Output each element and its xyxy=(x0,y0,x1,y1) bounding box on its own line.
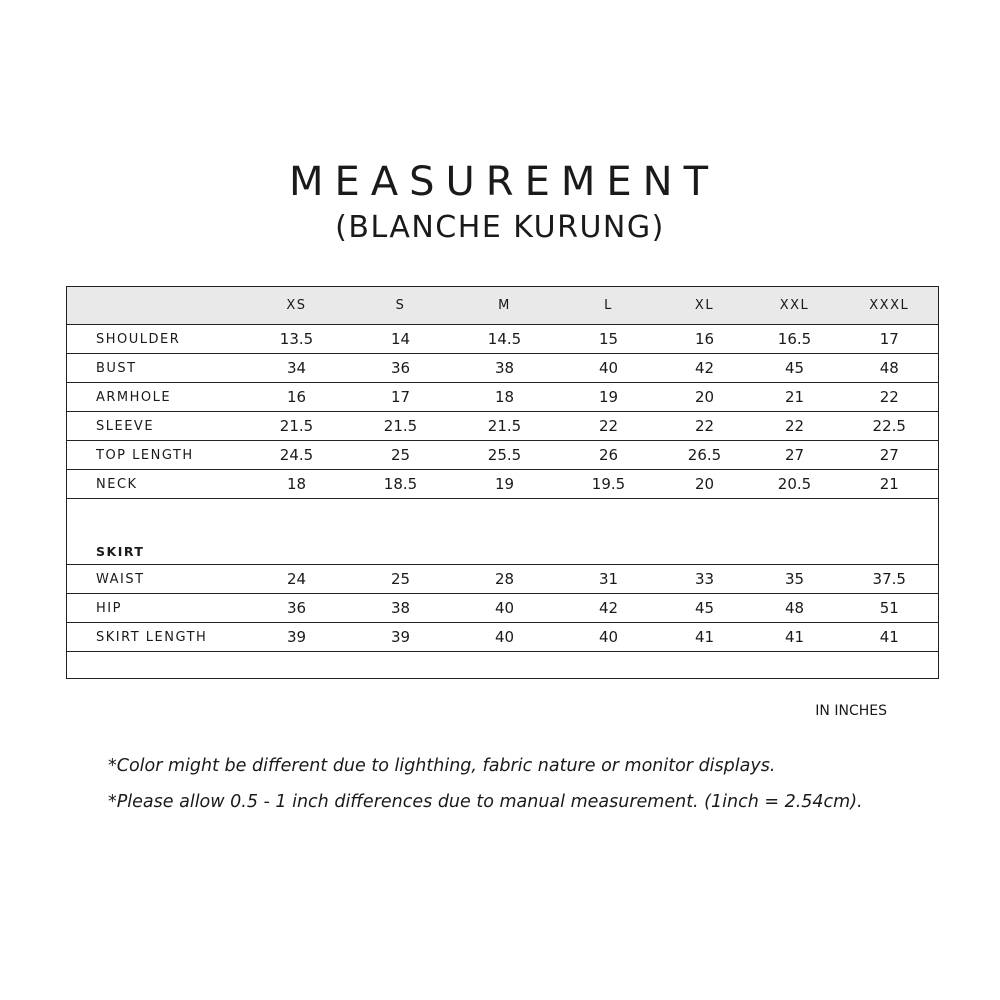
skirt-section-row xyxy=(67,499,939,565)
row-label: NECK xyxy=(67,470,245,499)
size-header: M xyxy=(453,287,557,325)
table-row xyxy=(67,412,939,441)
table-cell: 40 xyxy=(557,354,661,383)
table-cell: 41 xyxy=(749,623,841,652)
table-cell: 42 xyxy=(661,354,749,383)
table-cell: 37.5 xyxy=(841,565,939,594)
table-cell: 14 xyxy=(349,325,453,354)
size-chart-table xyxy=(66,286,939,679)
table-cell: 22 xyxy=(749,412,841,441)
table-cell: 20.5 xyxy=(749,470,841,499)
empty-cell xyxy=(453,499,557,565)
table-cell: 20 xyxy=(661,383,749,412)
header-blank-cell xyxy=(67,287,245,325)
table-row xyxy=(67,441,939,470)
table-cell: 16.5 xyxy=(749,325,841,354)
empty-cell xyxy=(67,652,245,679)
size-header: XXXL xyxy=(841,287,939,325)
table-cell: 38 xyxy=(349,594,453,623)
table-cell: 40 xyxy=(453,623,557,652)
table-cell: 18 xyxy=(245,470,349,499)
table-row xyxy=(67,470,939,499)
table-cell: 25 xyxy=(349,441,453,470)
table-cell: 21 xyxy=(749,383,841,412)
table-cell: 18 xyxy=(453,383,557,412)
table-cell: 40 xyxy=(557,623,661,652)
table-cell: 45 xyxy=(749,354,841,383)
table-cell: 48 xyxy=(841,354,939,383)
table-cell: 36 xyxy=(245,594,349,623)
table-cell: 22 xyxy=(841,383,939,412)
page-subtitle: (BLANCHE KURUNG) xyxy=(335,210,665,245)
table-cell: 31 xyxy=(557,565,661,594)
table-end-row xyxy=(67,652,939,679)
table-cell: 22 xyxy=(661,412,749,441)
table-row xyxy=(67,623,939,652)
table-cell: 26.5 xyxy=(661,441,749,470)
table-cell: 41 xyxy=(841,623,939,652)
empty-cell xyxy=(349,499,453,565)
table-cell: 45 xyxy=(661,594,749,623)
skirt-section-label: SKIRT xyxy=(67,499,245,565)
table-cell: 21.5 xyxy=(453,412,557,441)
table-cell: 21 xyxy=(841,470,939,499)
table-cell: 27 xyxy=(749,441,841,470)
table-cell: 27 xyxy=(841,441,939,470)
table-cell: 17 xyxy=(841,325,939,354)
table-cell: 42 xyxy=(557,594,661,623)
empty-cell xyxy=(749,499,841,565)
empty-cell xyxy=(557,499,661,565)
row-label: SLEEVE xyxy=(67,412,245,441)
size-header-row xyxy=(67,287,939,325)
table-cell: 38 xyxy=(453,354,557,383)
table-cell: 39 xyxy=(245,623,349,652)
empty-cell xyxy=(245,499,349,565)
table-cell: 14.5 xyxy=(453,325,557,354)
table-cell: 25.5 xyxy=(453,441,557,470)
empty-cell xyxy=(557,652,661,679)
table-cell: 28 xyxy=(453,565,557,594)
empty-cell xyxy=(349,652,453,679)
table-cell: 41 xyxy=(661,623,749,652)
table-row xyxy=(67,354,939,383)
empty-cell xyxy=(661,499,749,565)
table-cell: 51 xyxy=(841,594,939,623)
table-row xyxy=(67,383,939,412)
table-cell: 21.5 xyxy=(245,412,349,441)
color-disclaimer: *Color might be different due to lighthing, fabric nature or monitor displays. xyxy=(108,756,776,776)
table-cell: 16 xyxy=(661,325,749,354)
table-cell: 21.5 xyxy=(349,412,453,441)
row-label: WAIST xyxy=(67,565,245,594)
size-header: XS xyxy=(245,287,349,325)
table-row xyxy=(67,325,939,354)
table-cell: 19.5 xyxy=(557,470,661,499)
row-label: HIP xyxy=(67,594,245,623)
table-cell: 36 xyxy=(349,354,453,383)
size-header: XXL xyxy=(749,287,841,325)
empty-cell xyxy=(453,652,557,679)
table-cell: 13.5 xyxy=(245,325,349,354)
table-cell: 40 xyxy=(453,594,557,623)
size-header: S xyxy=(349,287,453,325)
table-cell: 16 xyxy=(245,383,349,412)
empty-cell xyxy=(749,652,841,679)
table-row xyxy=(67,594,939,623)
empty-cell xyxy=(841,652,939,679)
table-cell: 17 xyxy=(349,383,453,412)
row-label: SHOULDER xyxy=(67,325,245,354)
table-cell: 35 xyxy=(749,565,841,594)
table-row xyxy=(67,565,939,594)
table-cell: 33 xyxy=(661,565,749,594)
size-header: XL xyxy=(661,287,749,325)
table-cell: 19 xyxy=(557,383,661,412)
table-cell: 48 xyxy=(749,594,841,623)
empty-cell xyxy=(245,652,349,679)
unit-note: IN INCHES xyxy=(815,703,887,719)
table-cell: 24.5 xyxy=(245,441,349,470)
table-cell: 20 xyxy=(661,470,749,499)
size-header: L xyxy=(557,287,661,325)
empty-cell xyxy=(661,652,749,679)
table-cell: 15 xyxy=(557,325,661,354)
table-cell: 22 xyxy=(557,412,661,441)
measurement-disclaimer: *Please allow 0.5 - 1 inch differences due to manual measurement. (1inch = 2.54cm). xyxy=(108,792,863,812)
table-cell: 19 xyxy=(453,470,557,499)
page-title: MEASUREMENT xyxy=(288,159,720,205)
row-label: ARMHOLE xyxy=(67,383,245,412)
table-cell: 26 xyxy=(557,441,661,470)
table-cell: 39 xyxy=(349,623,453,652)
row-label: BUST xyxy=(67,354,245,383)
table-cell: 24 xyxy=(245,565,349,594)
table-cell: 22.5 xyxy=(841,412,939,441)
table-cell: 25 xyxy=(349,565,453,594)
row-label: SKIRT LENGTH xyxy=(67,623,245,652)
row-label: TOP LENGTH xyxy=(67,441,245,470)
table-cell: 34 xyxy=(245,354,349,383)
empty-cell xyxy=(841,499,939,565)
table-cell: 18.5 xyxy=(349,470,453,499)
